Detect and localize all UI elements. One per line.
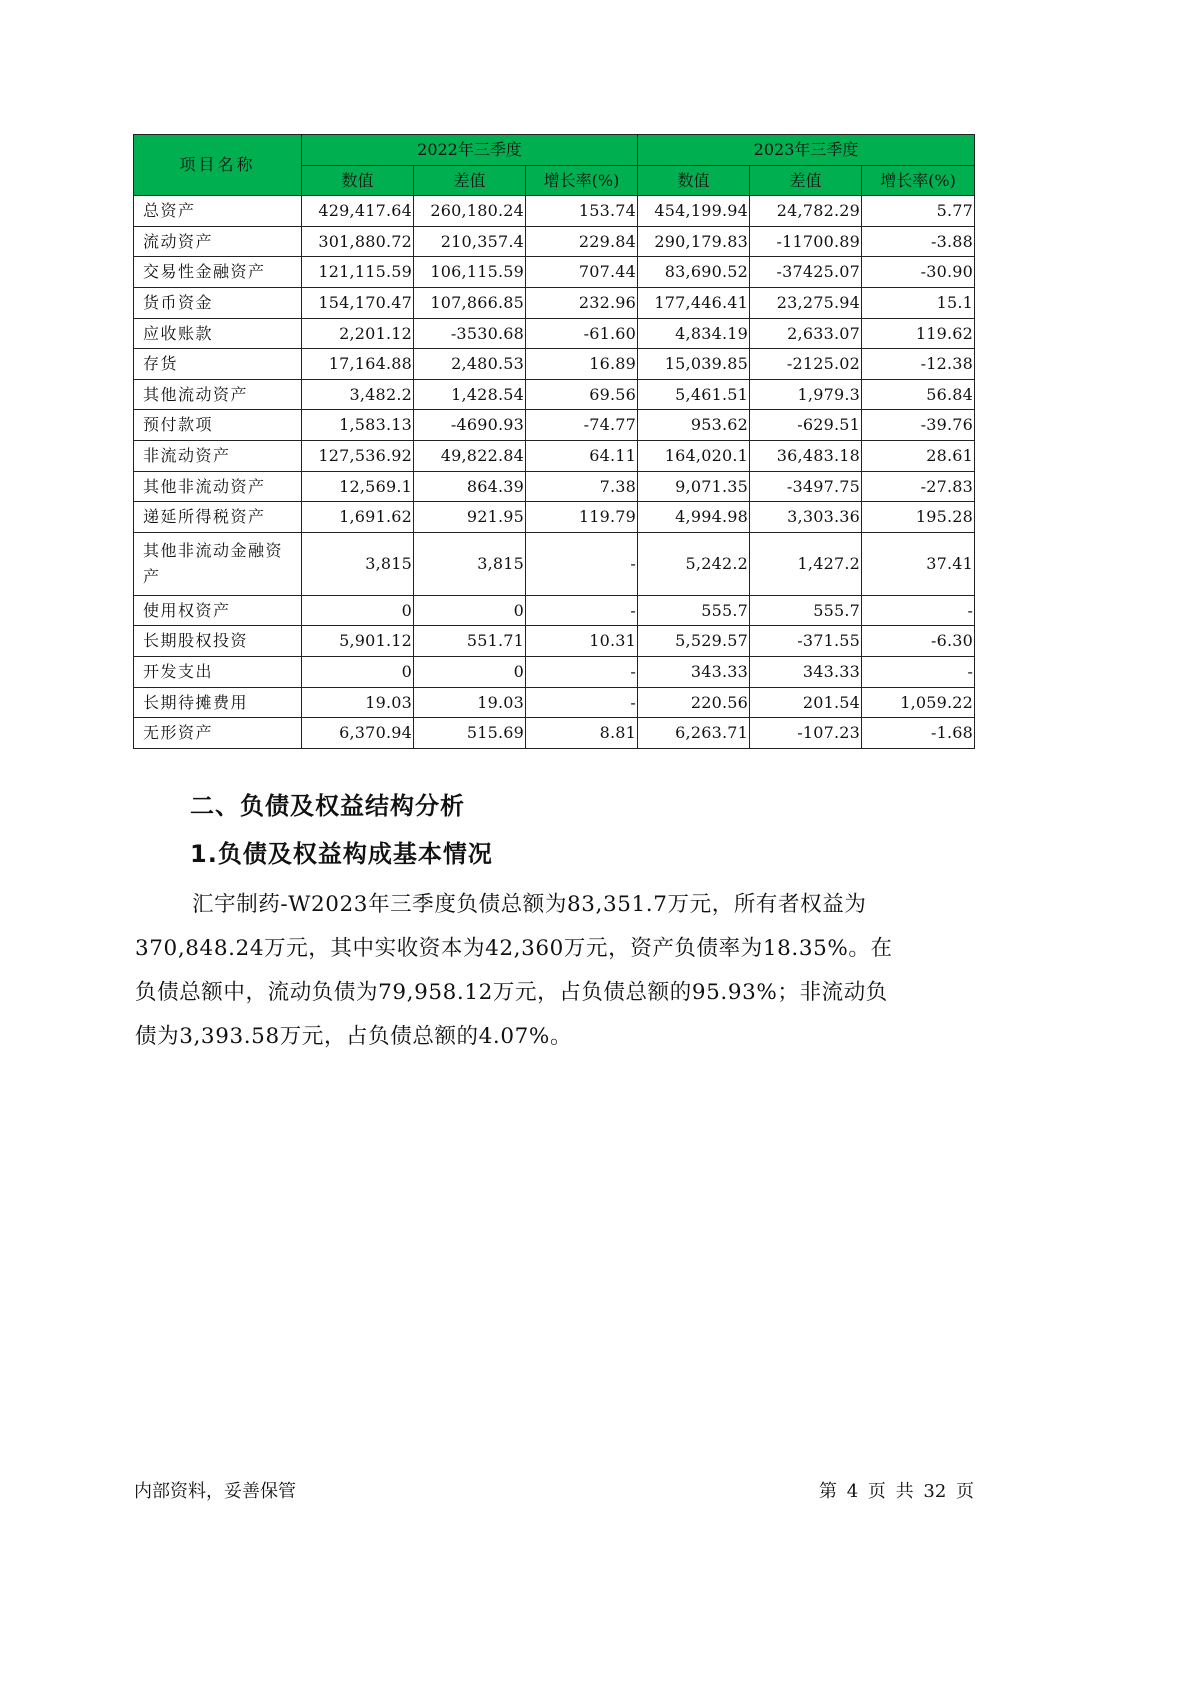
cell-value-2023: 454,199.94 [638, 196, 750, 227]
cell-value-2022: 154,170.47 [302, 287, 414, 318]
cell-diff-2023: 343.33 [750, 656, 862, 687]
cell-growth-2023: -1.68 [862, 718, 975, 749]
cell-growth-2023: 195.28 [862, 502, 975, 533]
cell-value-2023: 177,446.41 [638, 287, 750, 318]
cell-diff-2023: 2,633.07 [750, 318, 862, 349]
cell-growth-2022: 16.89 [526, 349, 638, 380]
table-row [134, 687, 975, 718]
cell-diff-2022: 19.03 [414, 687, 526, 718]
row-item-name: 递延所得税资产 [134, 502, 302, 533]
cell-growth-2023: -27.83 [862, 471, 975, 502]
cell-value-2023: 6,263.71 [638, 718, 750, 749]
cell-growth-2022: - [526, 687, 638, 718]
cell-diff-2023: 555.7 [750, 595, 862, 626]
cell-growth-2023: 28.61 [862, 440, 975, 471]
table-row [134, 595, 975, 626]
header-diff-2022: 差值 [414, 165, 526, 196]
asset-structure-table [133, 134, 975, 749]
cell-diff-2022: 106,115.59 [414, 257, 526, 288]
cell-value-2022: 6,370.94 [302, 718, 414, 749]
cell-value-2023: 4,834.19 [638, 318, 750, 349]
summary-paragraph [135, 883, 977, 1059]
cell-diff-2022: 260,180.24 [414, 196, 526, 227]
row-item-name: 总资产 [134, 196, 302, 227]
cell-diff-2023: 201.54 [750, 687, 862, 718]
table-row [134, 257, 975, 288]
cell-growth-2022: 10.31 [526, 626, 638, 657]
header-item-name: 项目名称 [134, 135, 302, 196]
cell-diff-2023: 1,979.3 [750, 379, 862, 410]
header-diff-2023: 差值 [750, 165, 862, 196]
table-row [134, 287, 975, 318]
cell-diff-2023: 23,275.94 [750, 287, 862, 318]
table-body [134, 196, 975, 749]
row-item-name: 长期股权投资 [134, 626, 302, 657]
cell-value-2022: 5,901.12 [302, 626, 414, 657]
row-item-name: 货币资金 [134, 287, 302, 318]
cell-growth-2022: 232.96 [526, 287, 638, 318]
cell-growth-2023: -30.90 [862, 257, 975, 288]
cell-growth-2022: 707.44 [526, 257, 638, 288]
cell-value-2023: 83,690.52 [638, 257, 750, 288]
row-item-name: 无形资产 [134, 718, 302, 749]
section-subheading: 1.负债及权益构成基本情况 [190, 840, 493, 868]
cell-growth-2023: -12.38 [862, 349, 975, 380]
cell-diff-2023: 1,427.2 [750, 532, 862, 595]
cell-growth-2022: 153.74 [526, 196, 638, 227]
cell-growth-2023: -6.30 [862, 626, 975, 657]
cell-diff-2022: 49,822.84 [414, 440, 526, 471]
cell-growth-2023: - [862, 656, 975, 687]
cell-diff-2022: 0 [414, 656, 526, 687]
cell-growth-2023: 119.62 [862, 318, 975, 349]
cell-value-2023: 9,071.35 [638, 471, 750, 502]
cell-diff-2022: -3530.68 [414, 318, 526, 349]
cell-diff-2022: 2,480.53 [414, 349, 526, 380]
cell-value-2022: 3,482.2 [302, 379, 414, 410]
header-growth-2022: 增长率(%) [526, 165, 638, 196]
row-item-name: 其他非流动金融资产 [134, 532, 302, 595]
cell-value-2022: 12,569.1 [302, 471, 414, 502]
footer-confidential-note: 内部资料，妥善保管 [134, 1481, 296, 1502]
cell-value-2022: 2,201.12 [302, 318, 414, 349]
paragraph-line: 债为3,393.58万元，占负债总额的4.07%。 [135, 1024, 573, 1049]
row-item-name: 存货 [134, 349, 302, 380]
cell-diff-2022: 551.71 [414, 626, 526, 657]
cell-diff-2022: 1,428.54 [414, 379, 526, 410]
header-value-2023: 数值 [638, 165, 750, 196]
table-row [134, 379, 975, 410]
cell-value-2023: 343.33 [638, 656, 750, 687]
cell-value-2022: 121,115.59 [302, 257, 414, 288]
cell-value-2022: 3,815 [302, 532, 414, 595]
table-row [134, 502, 975, 533]
table-row [134, 349, 975, 380]
cell-value-2022: 1,583.13 [302, 410, 414, 441]
row-item-name: 应收账款 [134, 318, 302, 349]
row-item-name: 非流动资产 [134, 440, 302, 471]
cell-value-2023: 164,020.1 [638, 440, 750, 471]
cell-value-2023: 220.56 [638, 687, 750, 718]
cell-growth-2022: -74.77 [526, 410, 638, 441]
header-period-2023: 2023年三季度 [638, 135, 975, 166]
cell-diff-2022: -4690.93 [414, 410, 526, 441]
cell-value-2023: 290,179.83 [638, 226, 750, 257]
cell-value-2023: 555.7 [638, 595, 750, 626]
table-row [134, 410, 975, 441]
row-item-name: 使用权资产 [134, 595, 302, 626]
table-header-row [134, 135, 975, 166]
table-row [134, 532, 975, 595]
cell-diff-2022: 0 [414, 595, 526, 626]
section-heading: 二、负债及权益结构分析 [190, 792, 465, 820]
cell-value-2023: 5,461.51 [638, 379, 750, 410]
row-item-name: 其他流动资产 [134, 379, 302, 410]
cell-value-2023: 15,039.85 [638, 349, 750, 380]
cell-value-2022: 429,417.64 [302, 196, 414, 227]
cell-growth-2022: -61.60 [526, 318, 638, 349]
cell-value-2023: 5,242.2 [638, 532, 750, 595]
cell-growth-2022: 229.84 [526, 226, 638, 257]
table-row [134, 656, 975, 687]
table-row [134, 471, 975, 502]
table-row [134, 440, 975, 471]
cell-growth-2022: 64.11 [526, 440, 638, 471]
cell-diff-2022: 210,357.4 [414, 226, 526, 257]
row-item-name: 流动资产 [134, 226, 302, 257]
cell-growth-2023: -3.88 [862, 226, 975, 257]
cell-diff-2023: 24,782.29 [750, 196, 862, 227]
footer-page-number: 第 4 页 共 32 页 [819, 1481, 974, 1502]
cell-growth-2023: 15.1 [862, 287, 975, 318]
row-item-name: 预付款项 [134, 410, 302, 441]
cell-diff-2023: -11700.89 [750, 226, 862, 257]
cell-growth-2022: - [526, 656, 638, 687]
cell-value-2023: 953.62 [638, 410, 750, 441]
paragraph-line: 负债总额中，流动负债为79,958.12万元，占负债总额的95.93%；非流动负 [135, 980, 888, 1005]
paragraph-line: 汇宇制药-W2023年三季度负债总额为83,351.7万元，所有者权益为 [192, 892, 867, 917]
cell-diff-2023: -2125.02 [750, 349, 862, 380]
cell-value-2022: 0 [302, 656, 414, 687]
header-period-2022: 2022年三季度 [302, 135, 638, 166]
cell-growth-2022: 119.79 [526, 502, 638, 533]
cell-growth-2022: 69.56 [526, 379, 638, 410]
table-row [134, 318, 975, 349]
cell-value-2022: 0 [302, 595, 414, 626]
table-row [134, 196, 975, 227]
cell-value-2022: 1,691.62 [302, 502, 414, 533]
cell-diff-2022: 3,815 [414, 532, 526, 595]
cell-diff-2023: -371.55 [750, 626, 862, 657]
row-item-name: 开发支出 [134, 656, 302, 687]
cell-growth-2022: - [526, 532, 638, 595]
cell-value-2022: 19.03 [302, 687, 414, 718]
table-row [134, 226, 975, 257]
cell-growth-2023: 56.84 [862, 379, 975, 410]
cell-value-2022: 17,164.88 [302, 349, 414, 380]
cell-growth-2023: 1,059.22 [862, 687, 975, 718]
paragraph-line: 370,848.24万元，其中实收资本为42,360万元，资产负债率为18.35%。在 [135, 936, 893, 961]
cell-diff-2022: 921.95 [414, 502, 526, 533]
cell-diff-2023: -629.51 [750, 410, 862, 441]
cell-growth-2022: - [526, 595, 638, 626]
header-value-2022: 数值 [302, 165, 414, 196]
row-item-name: 交易性金融资产 [134, 257, 302, 288]
cell-diff-2023: 3,303.36 [750, 502, 862, 533]
cell-diff-2023: 36,483.18 [750, 440, 862, 471]
cell-diff-2023: -107.23 [750, 718, 862, 749]
cell-diff-2022: 107,866.85 [414, 287, 526, 318]
cell-value-2023: 4,994.98 [638, 502, 750, 533]
cell-diff-2023: -3497.75 [750, 471, 862, 502]
cell-growth-2023: - [862, 595, 975, 626]
table-row [134, 626, 975, 657]
cell-growth-2022: 8.81 [526, 718, 638, 749]
cell-value-2023: 5,529.57 [638, 626, 750, 657]
cell-value-2022: 127,536.92 [302, 440, 414, 471]
cell-value-2022: 301,880.72 [302, 226, 414, 257]
header-growth-2023: 增长率(%) [862, 165, 975, 196]
table-row [134, 718, 975, 749]
cell-diff-2022: 864.39 [414, 471, 526, 502]
row-item-name: 长期待摊费用 [134, 687, 302, 718]
cell-growth-2023: 37.41 [862, 532, 975, 595]
cell-diff-2023: -37425.07 [750, 257, 862, 288]
cell-growth-2023: 5.77 [862, 196, 975, 227]
cell-growth-2023: -39.76 [862, 410, 975, 441]
cell-growth-2022: 7.38 [526, 471, 638, 502]
cell-diff-2022: 515.69 [414, 718, 526, 749]
row-item-name: 其他非流动资产 [134, 471, 302, 502]
